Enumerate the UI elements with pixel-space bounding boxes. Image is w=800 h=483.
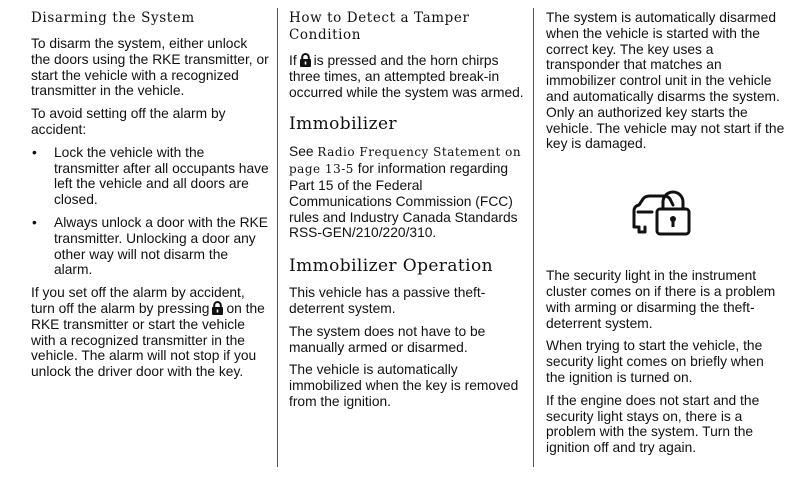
security-light-paragraph: The security light in the instrument cluster comes on if there is a problem with arming or disarming the theft-deterrent system. bbox=[546, 268, 776, 331]
tamper-text-2: is pressed and the horn chirps three times, an attempted break-in occurred while the system was armed. bbox=[289, 53, 524, 100]
immobilizer-operation-heading: Immobilizer Operation bbox=[289, 256, 493, 277]
security-light-figure bbox=[546, 152, 786, 264]
operation-paragraph-3: The vehicle is automatically immobilized when the key is removed from the ignition. bbox=[289, 362, 519, 409]
tamper-heading: How to Detect a Tamper Condition bbox=[289, 10, 470, 43]
disarm-paragraph: To disarm the system, either unlock the doors using the RKE transmitter, or start the vehicle with a recognized transmitter in the vehicle. bbox=[31, 36, 269, 99]
security-light-icon bbox=[630, 189, 692, 241]
list-item-text: Always unlock a door with the RKE transmitter. Unlocking a door any other way will not disarm the alarm. bbox=[54, 214, 268, 278]
accidental-alarm-text-1: If you set off the alarm by accident, turn off the alarm by pressing bbox=[31, 285, 245, 316]
disarming-heading: Disarming the System bbox=[31, 10, 195, 26]
column-3 bbox=[546, 0, 786, 456]
avoid-alarm-list bbox=[31, 145, 269, 278]
column-divider-1 bbox=[277, 8, 278, 467]
list-item-text: Lock the vehicle with the transmitter after all occupants have left the vehicle and all doors are closed. bbox=[54, 144, 269, 208]
operation-paragraph-2: The system does not have to be manually armed or disarmed. bbox=[289, 323, 486, 355]
accidental-alarm-paragraph bbox=[31, 285, 269, 380]
immobilizer-heading: Immobilizer bbox=[289, 114, 397, 135]
lock-icon bbox=[299, 53, 312, 67]
engine-not-start-paragraph: If the engine does not start and the security light stays on, there is a problem with the system. Turn the ignition off and try again. bbox=[546, 392, 760, 456]
rf-statement-reference: Radio Frequency Statement on page 13‑5 bbox=[289, 145, 522, 177]
immobilizer-paragraph bbox=[289, 144, 525, 241]
column-divider-2 bbox=[533, 8, 534, 467]
bullet-dot: • bbox=[32, 144, 37, 160]
list-item bbox=[31, 215, 269, 278]
immobilizer-see: See bbox=[289, 144, 314, 160]
column-2 bbox=[289, 0, 525, 410]
avoid-alarm-paragraph: To avoid setting off the alarm by accident: bbox=[31, 106, 226, 137]
operation-paragraph-1: This vehicle has a passive theft-deterrent system. bbox=[289, 285, 486, 316]
column-1 bbox=[31, 0, 269, 380]
lock-icon bbox=[211, 301, 224, 315]
list-item bbox=[31, 145, 269, 208]
tamper-text-1: If bbox=[289, 53, 297, 68]
disarm-auto-paragraph: The system is automatically disarmed when the vehicle is started with the correct key. The key uses a transponder that matches an immobilizer control unit in the vehicle and automatically disarms the system. Only an authorized key starts the vehicle. The vehicle may not start if the key is damaged. bbox=[546, 10, 785, 152]
accidental-alarm-text-2: on the RKE transmitter or start the vehicle with a recognized transmitter in the vehicle. The alarm will not stop if you unlock the driver door with the key. bbox=[31, 300, 265, 380]
immobilizer-text: for information regarding Part 15 of the Federal Communications Commission (FCC) rules and Industry Canada Standards RSS-GEN/210/220/310. bbox=[289, 161, 518, 241]
start-vehicle-paragraph: When trying to start the vehicle, the security light comes on briefly when the ignition is turned on. bbox=[546, 338, 764, 385]
tamper-paragraph bbox=[289, 53, 525, 100]
bullet-dot: • bbox=[32, 214, 37, 230]
